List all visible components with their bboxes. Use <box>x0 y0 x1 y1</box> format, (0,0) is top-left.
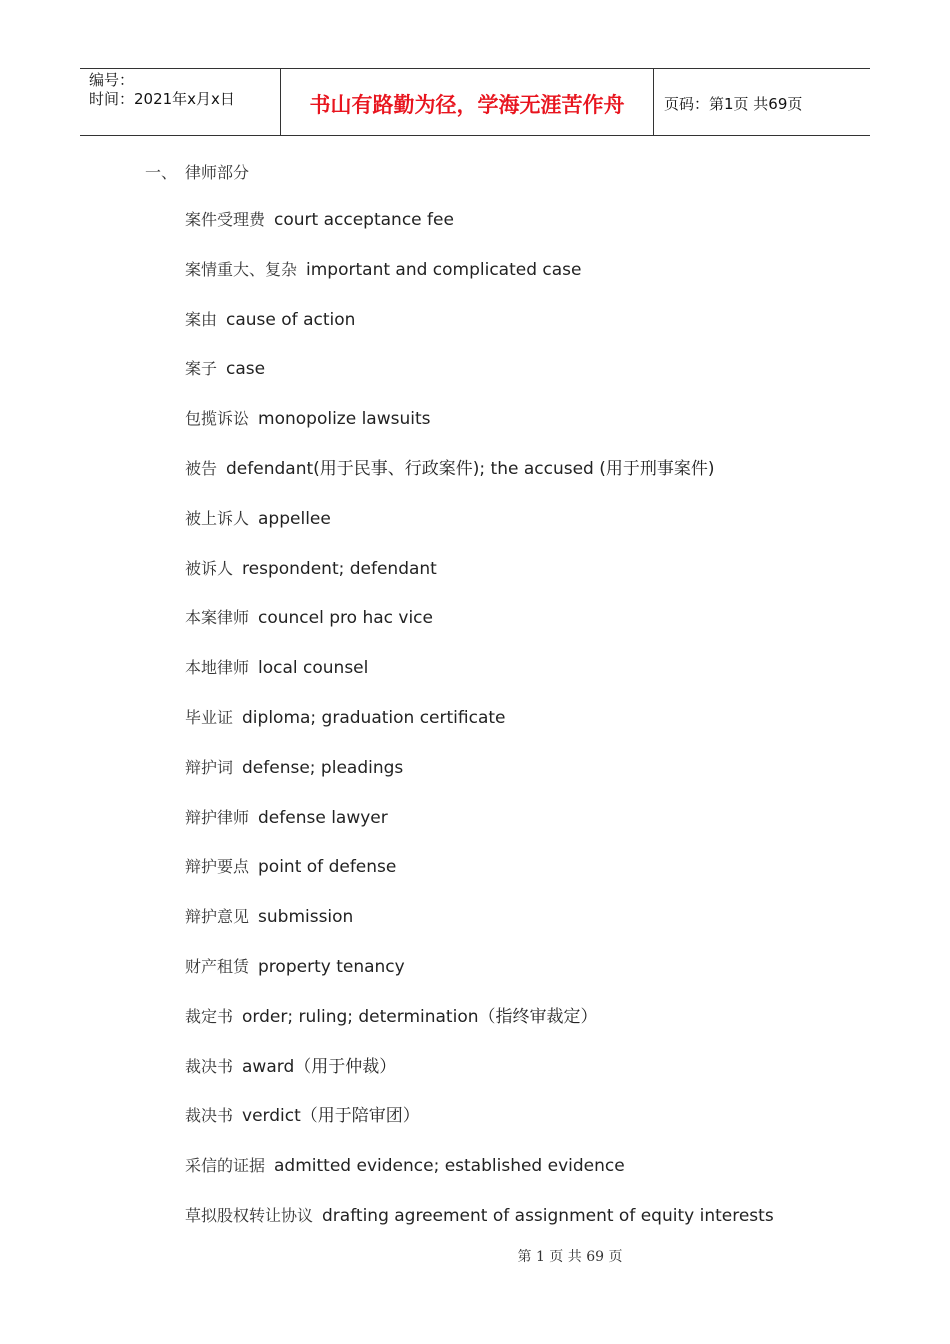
section-title: 律师部分 <box>185 163 250 182</box>
term-chinese: 被上诉人 <box>185 508 250 528</box>
term-chinese: 采信的证据 <box>185 1156 266 1176</box>
section-heading <box>145 160 249 183</box>
glossary-entry <box>185 257 865 307</box>
term-english: order; ruling; determination（指终审裁定） <box>242 1006 598 1027</box>
term-chinese: 裁定书 <box>185 1006 234 1026</box>
glossary-entry <box>185 805 865 855</box>
glossary-entry <box>185 1153 865 1203</box>
term-english: appellee <box>258 508 331 529</box>
term-english: case <box>226 359 266 380</box>
glossary-entry <box>185 456 865 506</box>
glossary-entry <box>185 207 865 257</box>
term-chinese: 毕业证 <box>185 707 234 727</box>
term-english: admitted evidence; established evidence <box>274 1156 625 1177</box>
term-english: verdict（用于陪审团） <box>242 1106 420 1127</box>
term-chinese: 辩护要点 <box>185 857 250 877</box>
glossary-entry <box>185 854 865 904</box>
term-chinese: 本案律师 <box>185 608 250 628</box>
term-english: property tenancy <box>258 956 405 977</box>
header-meta-cell <box>80 69 281 135</box>
term-chinese: 裁决书 <box>185 1056 234 1076</box>
term-chinese: 财产租赁 <box>185 956 250 976</box>
term-english: defense; pleadings <box>242 757 404 778</box>
term-chinese: 被诉人 <box>185 558 234 578</box>
term-chinese: 裁决书 <box>185 1106 234 1126</box>
document-header <box>80 68 870 136</box>
term-english: cause of action <box>226 309 356 330</box>
term-chinese: 本地律师 <box>185 658 250 678</box>
term-chinese: 辩护意见 <box>185 907 250 927</box>
term-english: award（用于仲裁） <box>242 1056 397 1077</box>
term-english: local counsel <box>258 658 369 679</box>
glossary-entry <box>185 406 865 456</box>
glossary-entry <box>185 1103 865 1153</box>
glossary-entry <box>185 655 865 705</box>
header-page-info: 页码：第1页 共69页 <box>664 94 803 113</box>
glossary-entry <box>185 506 865 556</box>
term-chinese: 辩护词 <box>185 757 234 777</box>
term-chinese: 案件受理费 <box>185 210 266 229</box>
term-chinese: 包揽诉讼 <box>185 409 250 429</box>
term-english: drafting agreement of assignment of equity interests <box>322 1205 774 1226</box>
section-number: 一、 <box>145 163 178 182</box>
glossary-entry <box>185 954 865 1004</box>
glossary-entry <box>185 1054 865 1104</box>
date-label: 时间：2021年x月x日 <box>89 90 235 108</box>
header-motto: 书山有路勤为径，学海无涯苦作舟 <box>281 69 654 135</box>
term-english: important and complicated case <box>306 259 582 280</box>
term-chinese: 被告 <box>185 458 218 478</box>
glossary-entry <box>185 904 865 954</box>
term-english: submission <box>258 907 354 928</box>
term-chinese: 草拟股权转让协议 <box>185 1205 314 1225</box>
glossary-list <box>185 207 865 1253</box>
term-english: court acceptance fee <box>274 210 454 230</box>
term-english: councel pro hac vice <box>258 608 433 629</box>
glossary-entry <box>185 307 865 357</box>
term-english: monopolize lawsuits <box>258 409 431 430</box>
term-english: point of defense <box>258 857 397 878</box>
term-chinese: 案由 <box>185 309 218 329</box>
glossary-entry <box>185 705 865 755</box>
term-english: defense lawyer <box>258 807 388 828</box>
glossary-entry <box>185 556 865 606</box>
page-footer: 第 1 页 共 69 页 <box>517 1249 623 1265</box>
term-chinese: 案子 <box>185 359 218 379</box>
glossary-entry <box>185 1004 865 1054</box>
term-english: diploma; graduation certificate <box>242 707 506 728</box>
term-english: respondent; defendant <box>242 558 437 579</box>
term-chinese: 辩护律师 <box>185 807 250 827</box>
glossary-entry <box>185 755 865 805</box>
serial-number-label: 编号： <box>89 71 135 89</box>
term-chinese: 案情重大、复杂 <box>185 259 298 279</box>
term-english: defendant(用于民事、行政案件); the accused (用于刑事案件) <box>226 458 715 479</box>
glossary-entry <box>185 356 865 406</box>
glossary-entry <box>185 605 865 655</box>
